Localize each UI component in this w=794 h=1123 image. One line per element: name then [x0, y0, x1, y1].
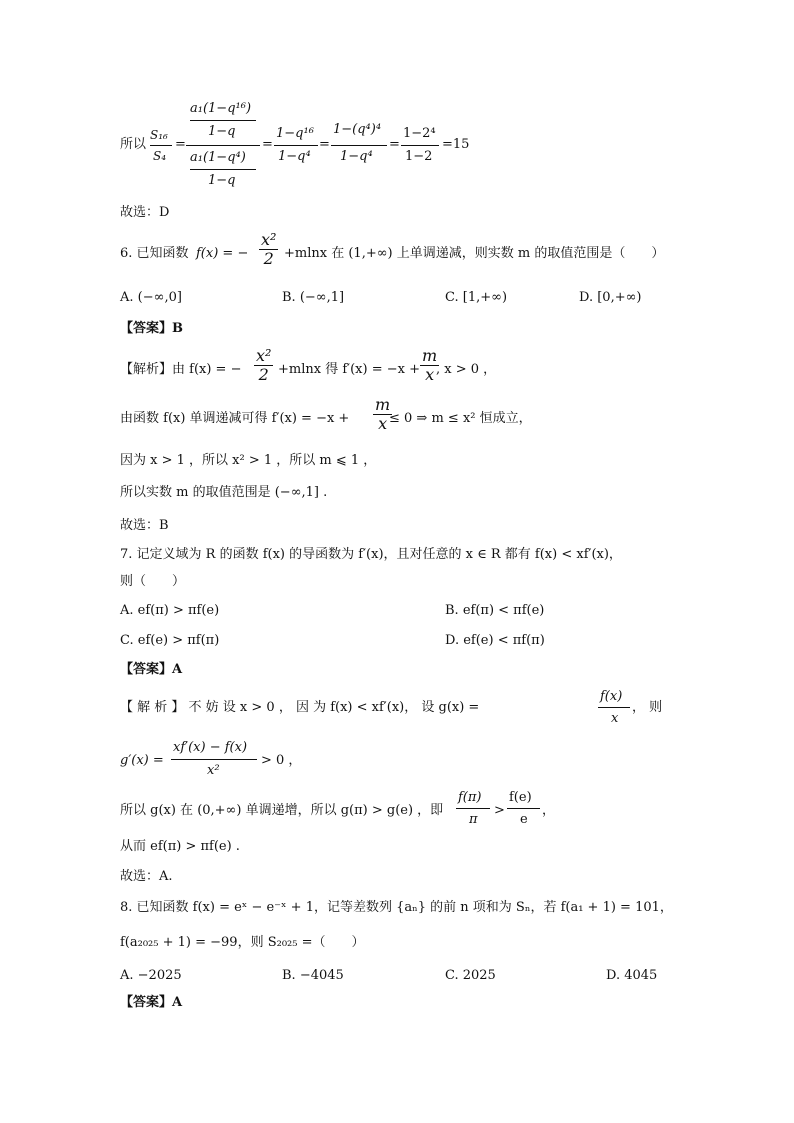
q6-option-b: B. (−∞,1] [282, 290, 345, 305]
eq-equals-1: = [175, 137, 186, 152]
eq-f3d: 1−q⁴ [340, 149, 373, 164]
eq-num-bar [190, 120, 256, 121]
q7-sol-3-d1: π [469, 812, 478, 827]
q8-option-d: D. 4045 [606, 968, 658, 983]
q7-stem-2: 则（ ） [120, 574, 186, 589]
q7-sol-1-bar [598, 707, 630, 708]
q7-sol-3-bar2 [507, 808, 540, 809]
answer-q5: 故选：D [120, 205, 170, 220]
eq-den-den: 1−q [208, 173, 236, 188]
q8-stem-1: 8. 已知函数 f(x) = eˣ − e⁻ˣ + 1，记等差数列 {aₙ} 的前 n 项和为 Sₙ，若 f(a₁ + 1) = 101， [120, 900, 673, 915]
q7-option-d: D. ef(e) < πf(π) [445, 633, 545, 648]
q6-option-c: C. [1,+∞) [445, 290, 508, 305]
q7-option-b: B. ef(π) < πf(e) [445, 603, 545, 618]
eq-equals-4: = [389, 137, 400, 152]
q7-stem-1: 7. 记定义域为 R 的函数 f(x) 的导函数为 f′(x)，且对任意的 x ∈ R 都有 f(x) < xf′(x)， [120, 547, 622, 562]
q7-sol-4: 从而 ef(π) > πf(e) . [120, 839, 240, 854]
q8-option-b: B. −4045 [282, 968, 344, 983]
q6-sol-1b: +mlnx 得 f′(x) = −x + [278, 362, 420, 377]
q8-option-a: A. −2025 [120, 968, 182, 983]
q6-sol-3: 因为 x > 1 ，所以 x² > 1 ，所以 m ⩽ 1 ， [120, 453, 377, 468]
eq-main-bar [186, 145, 260, 146]
eq-s4: S₄ [153, 149, 167, 163]
q7-sol-1-den: x [611, 711, 619, 726]
q6-sol-frac-3: $\frac{m}{x}$ [375, 395, 391, 433]
eq-intro: 所以 [120, 137, 147, 152]
eq-f4n: 1−2⁴ [403, 126, 436, 141]
q7-sol-1-num: f(x) [600, 689, 623, 704]
eq-f3n: 1−(q⁴)⁴ [333, 122, 382, 137]
q6-sol-1c: , x > 0 ， [436, 362, 497, 377]
q6-fx: f(x) = − [196, 246, 249, 261]
q7-sol-2a: g′(x) = [120, 753, 164, 768]
q8-answer: 【答案】A [120, 995, 183, 1010]
q7-sol-3-end: ， [542, 803, 556, 818]
q7-sol-2-den: x² [207, 763, 220, 778]
q8-option-c: C. 2025 [445, 968, 496, 983]
q6-frac-x2-2: $\frac{\text{x²}}{2}$ [261, 230, 277, 268]
q6-sol-1a: 【解析】由 f(x) = − [120, 362, 242, 377]
q7-answer: 【答案】A [120, 662, 183, 677]
q7-final: 故选：A. [120, 869, 173, 884]
q7-option-a: A. ef(π) > πf(e) [120, 603, 220, 618]
q6-sol-frac-2: $\frac{m}{x}$ [422, 346, 438, 384]
q7-sol-1-end: ， 则 [632, 700, 663, 715]
eq-den: a₁(1−q⁴) [190, 150, 246, 165]
eq-f2n: 1−q¹⁶ [276, 126, 314, 141]
q8-stem-2: f(a₂₀₂₅ + 1) = −99，则 S₂₀₂₅ =（ ） [120, 935, 365, 950]
q7-sol-1: 【 解 析 】 不 妨 设 x > 0 ， 因 为 f(x) < xf′(x)， 设 g(x) = [120, 700, 480, 715]
eq-den-bar [190, 169, 256, 170]
q7-sol-3-gt: > [494, 803, 505, 818]
q6-stem-rest: +mlnx 在 (1,+∞) 上单调递减，则实数 m 的取值范围是（ ） [284, 246, 665, 261]
eq-f3-bar [331, 145, 387, 146]
q7-sol-3a: 所以 g(x) 在 (0,+∞) 单调递增，所以 g(π) > g(e) ，即 [120, 803, 444, 818]
q7-sol-3-n1: f(π) [458, 790, 482, 805]
q7-sol-3-n2: f(e) [509, 790, 532, 805]
q6-final: 故选：B [120, 518, 169, 533]
q6-option-a: A. (−∞,0] [120, 290, 182, 305]
q7-sol-3-bar1 [456, 808, 490, 809]
eq-num: a₁(1−q¹⁶) [190, 101, 252, 116]
q7-sol-2-num: xf′(x) − f(x) [173, 740, 248, 755]
q7-sol-3-d2: e [520, 812, 528, 827]
q7-option-c: C. ef(e) > πf(π) [120, 633, 220, 648]
eq-equals-2: = [262, 137, 273, 152]
eq-lhs-bar [150, 145, 172, 146]
q7-sol-2-bar [171, 759, 257, 760]
eq-f4d: 1−2 [405, 149, 433, 164]
q6-sol-2b: ≤ 0 ⇒ m ≤ x² 恒成立， [389, 411, 532, 426]
q7-sol-2b: > 0 ， [261, 753, 302, 768]
q6-sol-4: 所以实数 m 的取值范围是 (−∞,1] . [120, 485, 328, 500]
q6-option-d: D. [0,+∞) [579, 290, 642, 305]
eq-f4-bar [401, 145, 439, 146]
q6-answer: 【答案】B [120, 321, 183, 336]
eq-equals-3: = [319, 137, 330, 152]
q6-sol-2a: 由函数 f(x) 单调递减可得 f′(x) = −x + [120, 411, 350, 426]
q6-sol-frac-1: $\frac{\text{x²}}{2}$ [256, 346, 272, 384]
eq-f2-bar [274, 145, 318, 146]
eq-result: =15 [442, 137, 470, 152]
q6-stem-start: 6. 已知函数 [120, 246, 189, 261]
eq-s16: S₁₆ [150, 128, 168, 142]
eq-num-den: 1−q [208, 124, 236, 139]
eq-f2d: 1−q⁴ [278, 149, 311, 164]
